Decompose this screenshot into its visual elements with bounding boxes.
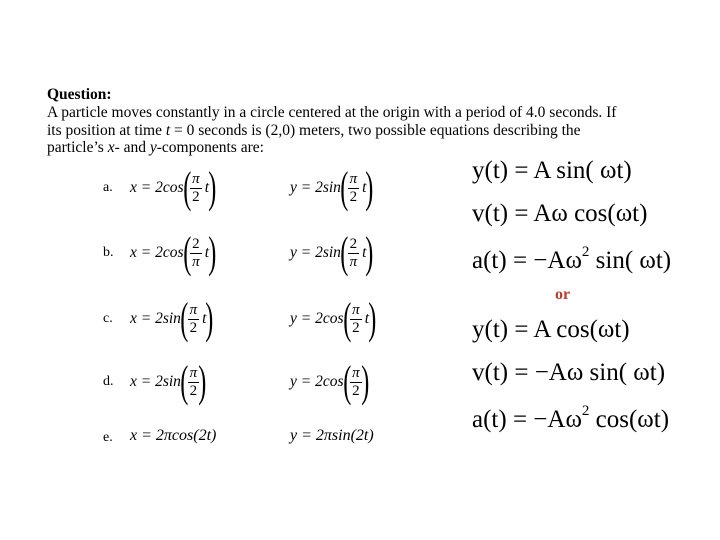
choice-letter: b. — [103, 245, 114, 260]
choice-e-x-equation: x = 2πcos(2t) — [130, 427, 217, 444]
choice-d-y-equation: y = 2cos ( $\frac{\pi}{2}$ ) — [290, 357, 370, 406]
choice-d-x-equation: x = 2sin ( $\frac{\pi}{2}$ ) — [130, 357, 207, 406]
choice-a-x-equation: x = 2cos ( $\frac{\pi}{2}$ t ) — [130, 163, 217, 212]
position-cos-equation: y(t) = A cos(ωt) — [472, 316, 630, 343]
choice-e-y-equation: y = 2πsin(2t) — [290, 427, 374, 444]
choice-letter: e. — [103, 430, 113, 445]
choice-letter: a. — [103, 180, 113, 195]
or-separator: or — [555, 286, 571, 303]
question-title: Question: — [47, 86, 112, 103]
position-sin-equation: y(t) = A sin( ωt) — [472, 157, 632, 184]
choice-b-x-equation: x = 2cos ( $\frac{2}{\pi}$ t ) — [130, 228, 217, 277]
question-block — [47, 86, 687, 157]
velocity-sin-equation: v(t) = −Aω sin( ωt) — [472, 359, 666, 386]
question-line-3: particle’s x- and y-components are: — [47, 139, 264, 156]
choice-c-x-equation: x = 2sin ( $\frac{\pi}{2}$ t ) — [130, 294, 214, 343]
question-line-2: its position at time t = 0 seconds is (2,0) meters, two possible equations describing the — [47, 121, 581, 139]
acceleration-cos-equation: $a(t) = -A\omega^2$ cos(ωt) — [472, 403, 670, 433]
velocity-cos-equation: v(t) = Aω cos(ωt) — [472, 200, 648, 227]
choice-c-y-equation: y = 2cos ( $\frac{\pi}{2}$ t ) — [290, 294, 377, 343]
question-line-1: A particle moves constantly in a circle centered at the origin with a period of 4.0 seconds. If — [47, 104, 617, 121]
choice-a-y-equation: y = 2sin ( $\frac{\pi}{2}$ t ) — [290, 163, 374, 212]
choice-letter: c. — [103, 311, 113, 326]
choice-b-y-equation: y = 2sin ( $\frac{2}{\pi}$ t ) — [290, 228, 374, 277]
acceleration-sin-equation: $a(t) = -A\omega^2$ sin( ωt) — [472, 244, 672, 274]
choice-letter: d. — [103, 374, 114, 389]
